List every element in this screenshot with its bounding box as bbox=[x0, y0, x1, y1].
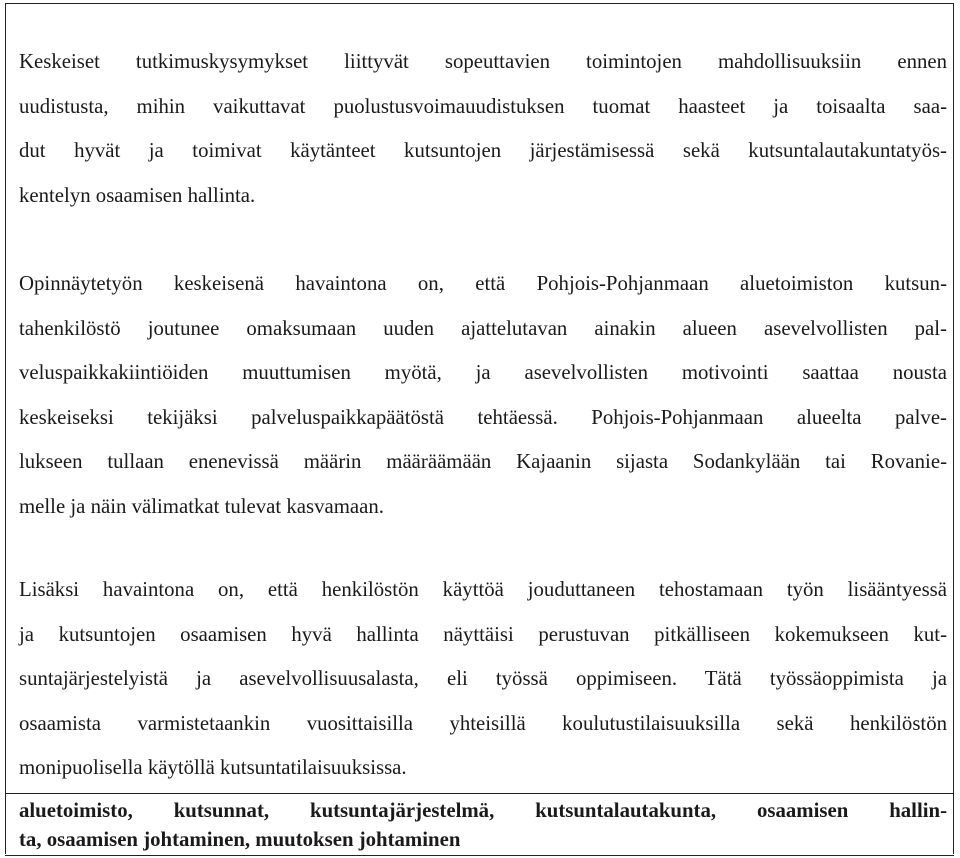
paragraph-1 bbox=[19, 40, 947, 218]
paragraph-line: kentelyn osaamisen hallinta. bbox=[19, 183, 256, 207]
paragraph-2 bbox=[19, 262, 947, 529]
paragraph-line: monipuolisella käytöllä kutsuntatilaisuuksissa. bbox=[19, 756, 407, 779]
paragraph-line: uudistusta, mihin vaikuttavat puolustusvoimauudistuksen tuomat haasteet ja toisaalta saa- bbox=[19, 94, 947, 118]
paragraph-line: melle ja näin välimatkat tulevat kasvamaan. bbox=[19, 494, 384, 518]
paragraph-line: lukseen tullaan enenevissä määrin määräämään Kajaanin sijasta Sodankylään tai Rovanie- bbox=[19, 450, 947, 473]
paragraph-line: veluspaikkakiintiöiden muuttumisen myötä, ja asevelvollisten motivointi saattaa nousta bbox=[19, 361, 947, 384]
keywords-divider bbox=[5, 793, 954, 794]
paragraph-3 bbox=[19, 568, 947, 791]
keywords-line: ta, osaamisen johtaminen, muutoksen johtaminen bbox=[19, 828, 461, 851]
paragraph-line: Lisäksi havaintona on, että henkilöstön käyttöä jouduttaneen tehostamaan työn lisääntyessä bbox=[19, 578, 947, 601]
paragraph-line: Keskeiset tutkimuskysymykset liittyvät sopeuttavien toimintojen mahdollisuuksiin ennen bbox=[19, 50, 947, 73]
paragraph-line: osaamista varmistetaankin vuosittaisilla yhteisillä koulutustilaisuuksilla sekä henkilöstön bbox=[19, 711, 947, 735]
paragraph-line: Opinnäytetyön keskeisenä havaintona on, että Pohjois-Pohjanmaan aluetoimiston kutsun- bbox=[19, 272, 947, 295]
paragraph-line: tahenkilöstö joutunee omaksumaan uuden ajattelutavan ainakin alueen asevelvollisten pal- bbox=[19, 316, 947, 340]
paragraph-line: suntajärjestelyistä ja asevelvollisuusalasta, eli työssä oppimiseen. Tätä työssäoppimista ja bbox=[19, 667, 947, 690]
paragraph-line: dut hyvät ja toimivat käytänteet kutsuntojen järjestämisessä sekä kutsuntalautakuntatyös- bbox=[19, 139, 947, 162]
paragraph-line: ja kutsuntojen osaamisen hyvä hallinta näyttäisi perustuvan pitkälliseen kokemukseen kut- bbox=[19, 622, 947, 646]
paragraph-line: keskeiseksi tekijäksi palveluspaikkapäätöstä tehtäessä. Pohjois-Pohjanmaan alueelta palve- bbox=[19, 405, 947, 429]
keywords-line: aluetoimisto, kutsunnat, kutsuntajärjestelmä, kutsuntalautakunta, osaamisen hallin- bbox=[19, 799, 947, 822]
keywords bbox=[19, 796, 947, 854]
abstract-frame-bottom bbox=[5, 855, 954, 856]
